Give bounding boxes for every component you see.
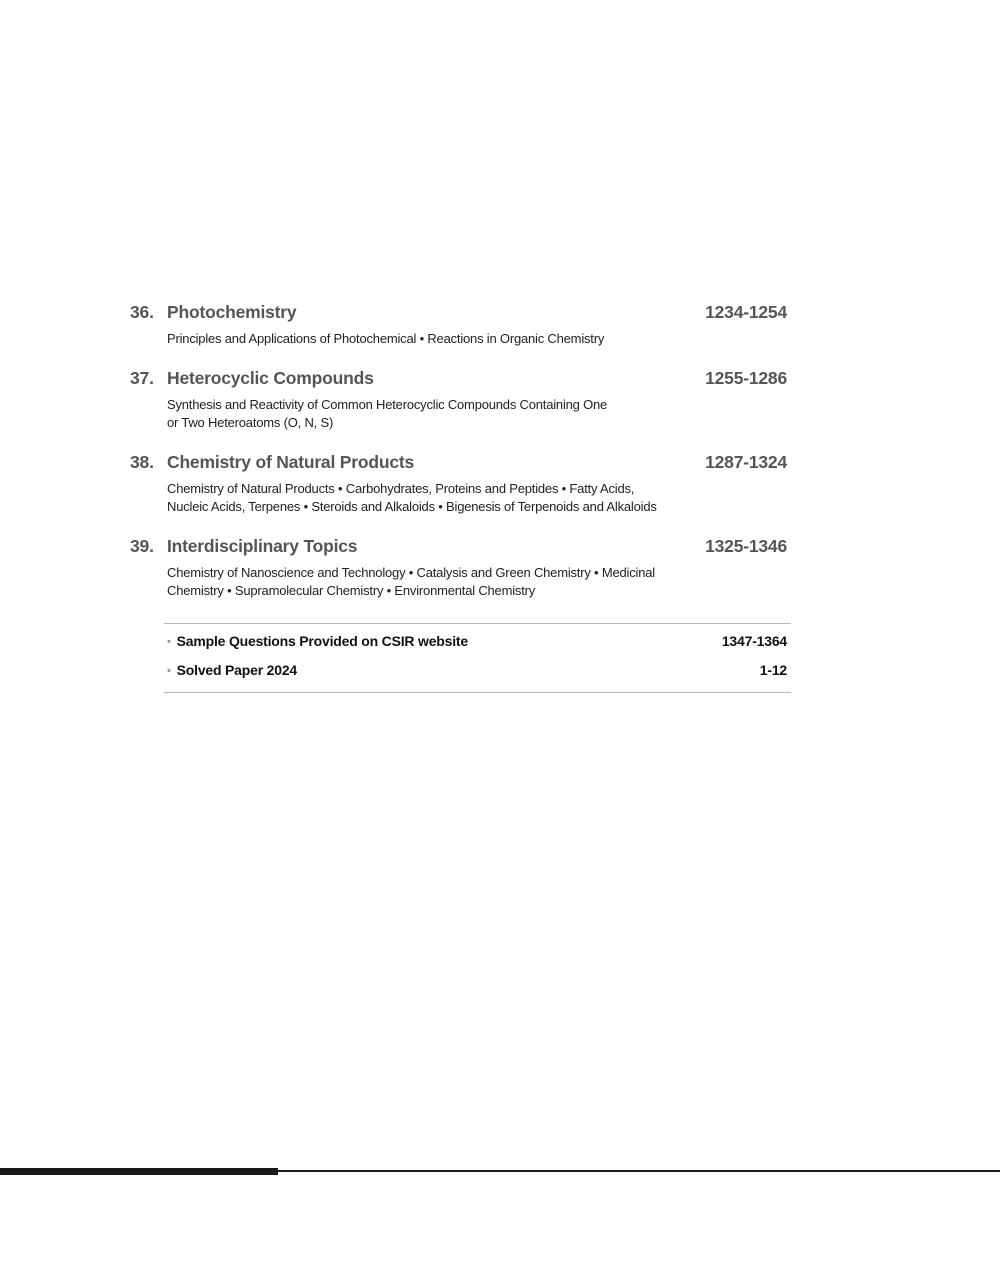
description-line: or Two Heteroatoms (O, N, S)	[167, 415, 334, 430]
extra-pages: 1-12	[759, 662, 787, 678]
chapter-description	[167, 330, 707, 348]
description-line: Chemistry • Supramolecular Chemistry • Environmental Chemistry	[167, 583, 536, 598]
chapter-pages: 1325-1346	[705, 536, 787, 556]
toc-extra-sample-questions	[167, 633, 787, 653]
chapter-title: Heterocyclic Compounds	[167, 368, 374, 388]
chapter-pages: 1255-1286	[705, 368, 787, 388]
description-line: Nucleic Acids, Terpenes • Steroids and Alkaloids • Bigenesis of Terpenoids and Alkaloids	[167, 499, 657, 514]
divider-top	[164, 623, 791, 624]
chapter-description	[167, 564, 707, 600]
description-line: Principles and Applications of Photochemical • Reactions in Organic Chemistry	[167, 331, 605, 346]
description-line: Synthesis and Reactivity of Common Heterocyclic Compounds Containing One	[167, 397, 608, 412]
chapter-number: 39.	[130, 536, 154, 556]
bullet-icon: •	[167, 636, 171, 648]
chapter-pages: 1234-1254	[705, 302, 787, 322]
chapter-title: Interdisciplinary Topics	[167, 536, 358, 556]
chapter-number: 36.	[130, 302, 154, 322]
toc-chapter-39	[130, 536, 787, 600]
bullet-icon: •	[167, 665, 171, 677]
chapter-description	[167, 396, 707, 432]
chapter-number: 38.	[130, 452, 154, 472]
chapter-description	[167, 480, 707, 516]
chapter-number: 37.	[130, 368, 154, 388]
footer-accent-bar	[0, 1168, 278, 1175]
extra-pages: 1347-1364	[721, 633, 787, 649]
extra-title: Sample Questions Provided on CSIR website	[176, 633, 468, 649]
extra-title: Solved Paper 2024	[176, 662, 297, 678]
description-line: Chemistry of Natural Products • Carbohydrates, Proteins and Peptides • Fatty Acids,	[167, 481, 635, 496]
toc-chapter-38	[130, 452, 787, 516]
divider-bottom	[164, 692, 791, 693]
toc-chapter-37	[130, 368, 787, 432]
description-line: Chemistry of Nanoscience and Technology • Catalysis and Green Chemistry • Medicinal	[167, 565, 655, 580]
toc-chapter-36	[130, 302, 787, 348]
chapter-pages: 1287-1324	[705, 452, 787, 472]
chapter-title: Photochemistry	[167, 302, 297, 322]
chapter-title: Chemistry of Natural Products	[167, 452, 415, 472]
toc-extra-solved-paper	[167, 662, 787, 682]
